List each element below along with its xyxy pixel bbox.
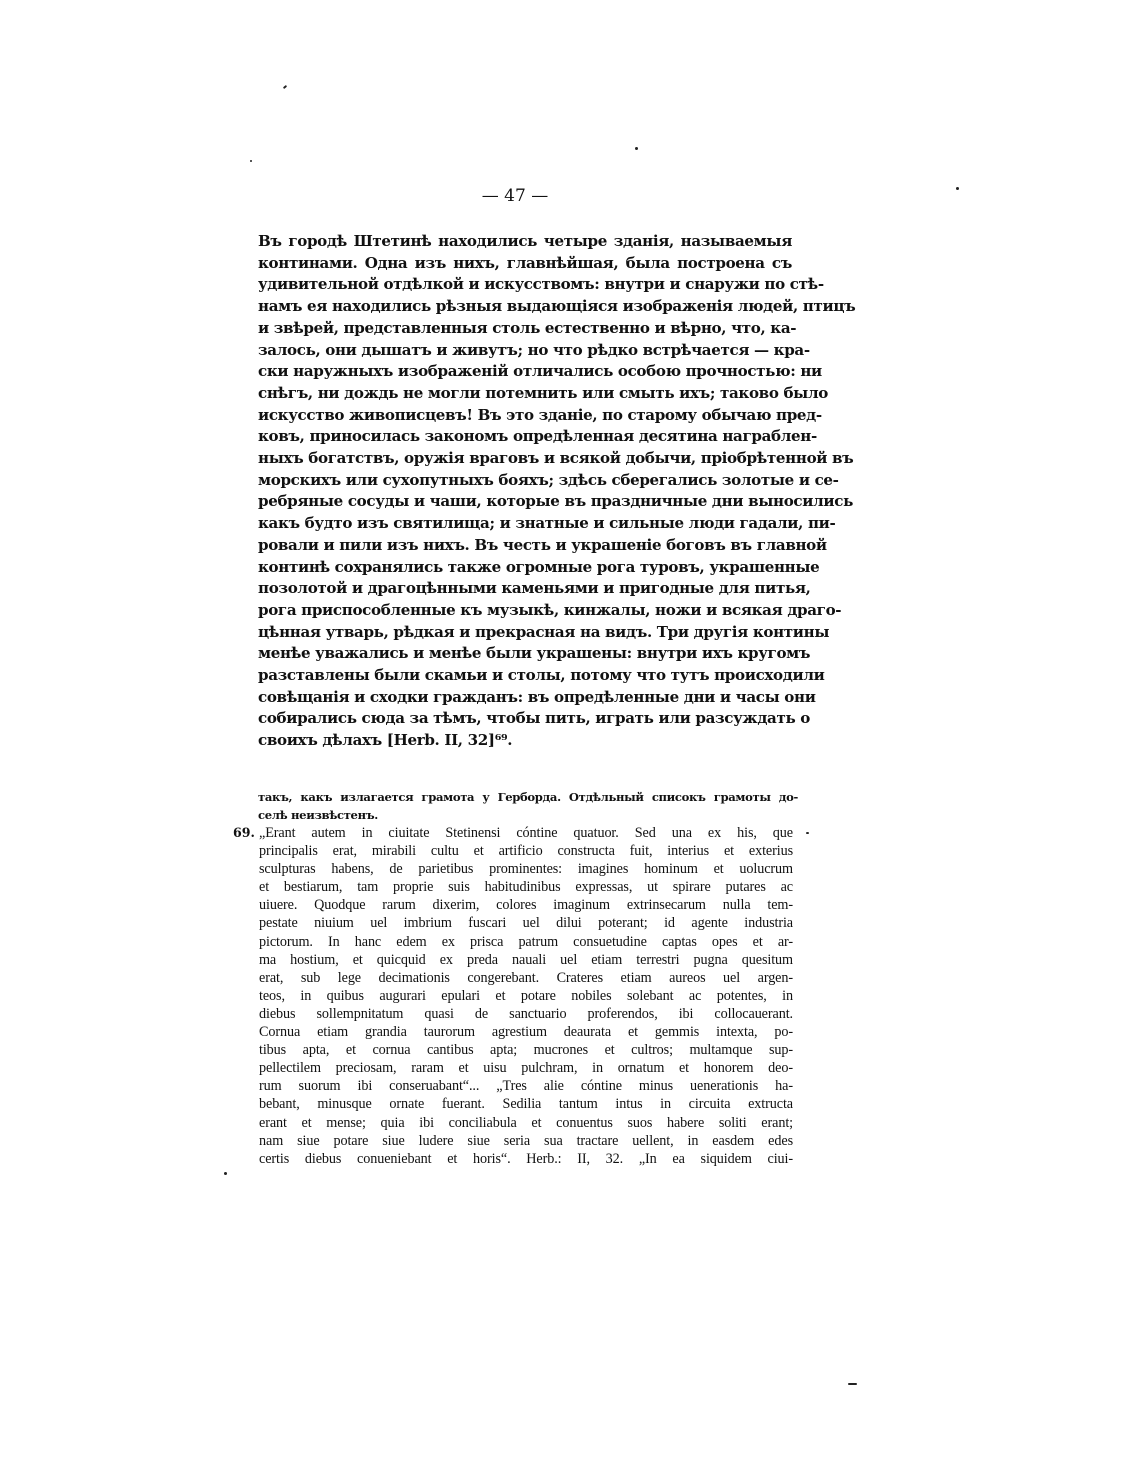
footnote-line: uiuere. Quodque rarum dixerim, colores imaginum extrinsecarum nulla tem- xyxy=(259,897,793,914)
scan-speck xyxy=(283,85,287,89)
text-line: совѣщанія и сходки гражданъ: въ опредѣленные дни и часы они xyxy=(258,687,816,706)
scan-speck xyxy=(250,160,252,162)
scan-speck xyxy=(224,1172,227,1175)
footnote-69-text xyxy=(259,824,793,1168)
text-line: удивительной отдѣлкой и искусствомъ: внутри и снаружи по стѣ- xyxy=(258,275,824,294)
footnote-line: ma hostium, et quicquid ex preda nauali uel etiam terrestri pugna quesitum xyxy=(259,951,793,968)
text-line: собирались сюда за тѣмъ, чтобы пить, играть или разсуждать о xyxy=(258,709,810,728)
footnote-line: teos, in quibus augurari epulari et potare nobiles solebant ac potentes, in xyxy=(259,987,793,1004)
text-line: какъ будто изъ святилища; и знатные и сильные люди гадали, пи- xyxy=(258,514,836,533)
footnote-line: pestate niuium uel imbrium fuscari uel dilui poterant; id agente industria xyxy=(259,915,793,932)
text-line: цѣнная утварь, рѣдкая и прекрасная на видъ. Три другія контины xyxy=(258,622,830,641)
footnote-line: такъ, какъ излагается грамота у Герборда. Отдѣльный списокъ грамоты до- xyxy=(258,790,798,804)
text-line: и звѣрей, представленныя столь естественно и вѣрно, что, ка- xyxy=(258,318,797,337)
text-line: менѣе уважались и менѣе были украшены: внутри ихъ кругомъ xyxy=(258,644,811,663)
footnote-line: erant et mense; quia ibi conciliabula et conuentus suos habere soliti erant; xyxy=(259,1114,793,1131)
text-line: ныхъ богатствъ, оружія враговъ и всякой добычи, пріобрѣтенной въ xyxy=(258,449,854,468)
footnote-line: diebus sollempnitatum quasi de sanctuario proferendos, ibi collocauerant. xyxy=(259,1005,793,1022)
text-line: ковъ, приносилась закономъ опредѣленная десятина награблен- xyxy=(258,427,817,446)
text-line: ребряные сосуды и чаши, которые въ праздничные дни выносились xyxy=(258,492,853,511)
footnote-line: bebant, minusque ornate fuerant. Sedilia tantum intus in circuita extructa xyxy=(259,1096,793,1113)
footnote-line: nam siue potare siue ludere siue seria sua tractare uellent, in easdem edes xyxy=(259,1132,793,1149)
footnote-line: pictorum. In hanc edem ex prisca patrum consuetudine captas opes et ar- xyxy=(259,933,793,950)
scan-speck xyxy=(806,832,809,834)
footnote-line: erat, sub lege decimationis congerebant. Crateres etiam aureos uel argen- xyxy=(259,969,793,986)
footnote-line: sculpturas habens, de parietibus prominentes: imagines hominum et uolucrum xyxy=(259,861,793,878)
page-number: — 47 — xyxy=(481,186,549,206)
footnote-line: „Erant autem in ciuitate Stetinensi cóntine quatuor. Sed una ex his, que xyxy=(259,825,793,841)
text-line: намъ ея находились рѣзныя выдающіяся изображенія людей, птицъ xyxy=(258,297,856,316)
scan-speck xyxy=(956,187,959,190)
text-line: континами. Одна изъ нихъ, главнѣйшая, была построена съ xyxy=(258,253,792,272)
text-line: разставлены были скамьи и столы, потому что тутъ происходили xyxy=(258,666,825,685)
main-text-paragraph xyxy=(258,231,856,752)
scan-speck xyxy=(635,147,638,150)
footnote-line: et bestiarum, tam proprie suis habitudinibus expressas, ut spirare putares ac xyxy=(259,879,793,896)
text-line: Въ городѣ Штетинѣ находились четыре зданія, называемыя xyxy=(258,232,792,250)
footnote-line: селѣ неизвѣстенъ. xyxy=(258,808,378,822)
footnote-marker: 69. xyxy=(233,825,255,840)
footnote-line: Cornua etiam grandia taurorum agrestium deaurata et gemmis intexta, po- xyxy=(259,1024,793,1041)
text-line: залось, они дышатъ и живутъ; но что рѣдко встрѣчается — кра- xyxy=(258,340,810,359)
footnote-line: principalis erat, mirabili cultu et artificio constructa fuit, interius et exterius xyxy=(259,843,793,860)
text-line: морскихъ или сухопутныхъ бояхъ; здѣсь сберегались золотые и се- xyxy=(258,470,839,489)
footnote-continuation xyxy=(258,788,798,824)
text-line: искусство живописцевъ! Въ это зданіе, по старому обычаю пред- xyxy=(258,405,822,424)
text-line: континѣ сохранялись также огромные рога туровъ, украшенные xyxy=(258,557,820,576)
text-line: своихъ дѣлахъ [Herb. II, 32]⁶⁹. xyxy=(258,731,513,750)
text-line: ровали и пили изъ нихъ. Въ честь и украшеніе боговъ въ главной xyxy=(258,535,827,554)
text-line: рога приспособленные къ музыкѣ, кинжалы, ножи и всякая драго- xyxy=(258,600,842,619)
text-line: ски наружныхъ изображеній отличались особою прочностью: ни xyxy=(258,362,822,381)
footnote-line: rum suorum ibi conseruabant“... „Tres alie cóntine minus uenerationis ha- xyxy=(259,1078,793,1095)
scan-speck xyxy=(848,1383,857,1385)
text-line: снѣгъ, ни дождь не могли потемнить или смыть ихъ; таково было xyxy=(258,383,828,402)
footnote-line: certis diebus conueniebant et horis“. Herb.: II, 32. „In ea siquidem ciui- xyxy=(259,1150,793,1167)
footnote-line: tibus apta, et cornua cantibus apta; mucrones et cultros; multamque sup- xyxy=(259,1042,793,1059)
footnote-line: pellectilem preciosam, raram et uisu pulchram, in ornatum et honorem deo- xyxy=(259,1060,793,1077)
text-line: позолотой и драгоцѣнными каменьями и пригодные для питья, xyxy=(258,579,811,598)
